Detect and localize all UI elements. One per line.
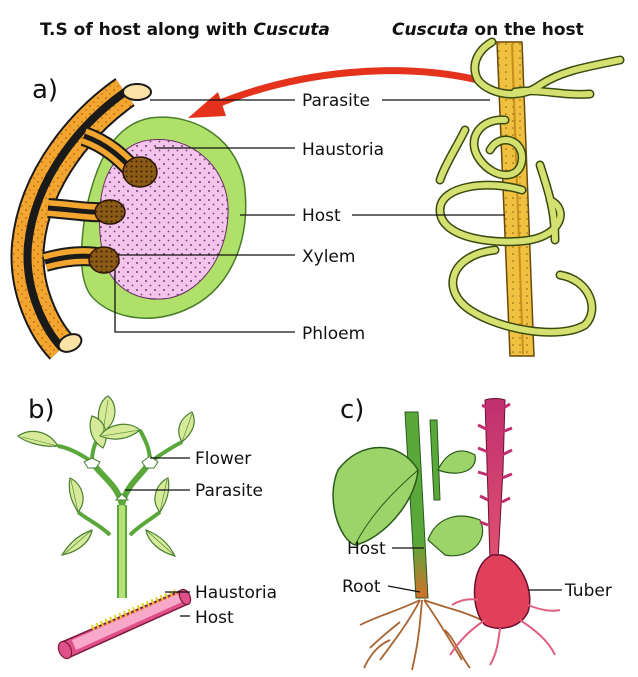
panel-b-plant bbox=[18, 396, 194, 598]
label-host-b: Host bbox=[195, 608, 234, 628]
label-phloem-a: Phloem bbox=[302, 324, 366, 344]
label-haustoria-a: Haustoria bbox=[302, 140, 385, 160]
header-right: Cuscuta on the host bbox=[392, 20, 584, 40]
label-haustoria-b: Haustoria bbox=[195, 583, 278, 603]
label-xylem-a: Xylem bbox=[302, 247, 356, 267]
label-host-a: Host bbox=[302, 206, 341, 226]
label-host-c: Host bbox=[347, 539, 386, 559]
panel-b-letter: b) bbox=[28, 395, 55, 425]
label-parasite-b: Parasite bbox=[195, 481, 264, 501]
label-tuber-c: Tuber bbox=[565, 581, 612, 601]
label-flower-b: Flower bbox=[195, 449, 252, 469]
panel-b-host-tube bbox=[56, 588, 193, 661]
label-root-c: Root bbox=[342, 577, 381, 597]
panel-a-letter: a) bbox=[32, 75, 59, 105]
panel-c-letter: c) bbox=[340, 395, 365, 425]
header-left: T.S of host along with Cuscuta bbox=[40, 20, 330, 40]
label-parasite-a: Parasite bbox=[302, 91, 371, 111]
